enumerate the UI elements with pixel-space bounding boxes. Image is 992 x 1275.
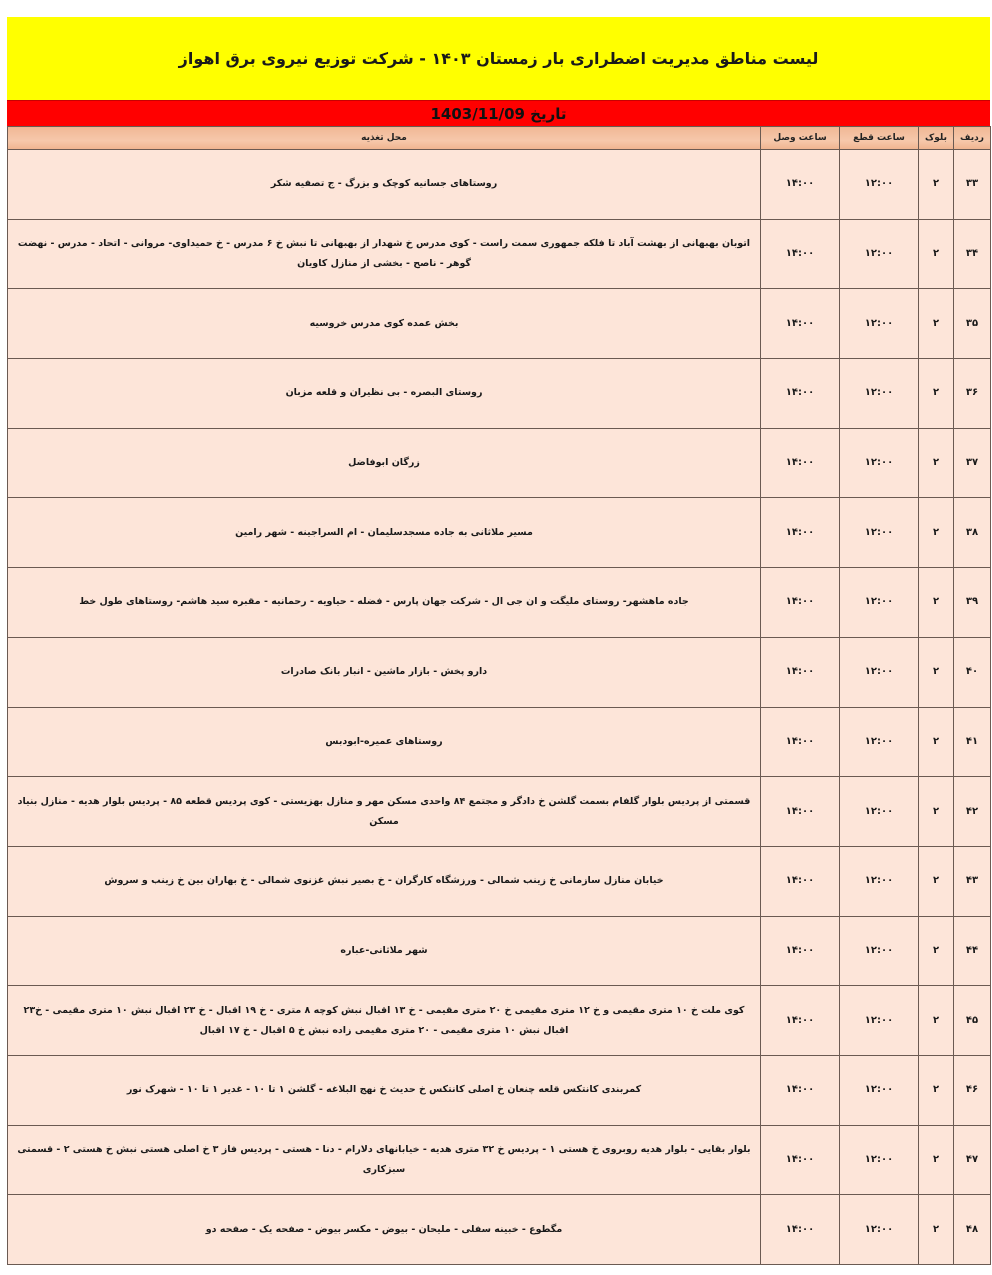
row-connect-time: ۱۴:۰۰ [761, 846, 840, 916]
row-block: ۲ [919, 568, 954, 638]
row-index: ۴۰ [954, 637, 991, 707]
row-block: ۲ [919, 1125, 954, 1195]
row-cut-time: ۱۲:۰۰ [840, 637, 919, 707]
row-location: مسیر ملاثانی به جاده مسجدسلیمان - ام السراجینه - شهر رامین [8, 498, 761, 568]
column-header-cut-time: ساعت قطع [840, 127, 919, 150]
table-row [8, 1055, 991, 1125]
row-connect-time: ۱۴:۰۰ [761, 986, 840, 1056]
table-row [8, 359, 991, 429]
row-index: ۴۲ [954, 777, 991, 847]
row-index: ۳۴ [954, 219, 991, 289]
row-connect-time: ۱۴:۰۰ [761, 916, 840, 986]
row-connect-time: ۱۴:۰۰ [761, 428, 840, 498]
table-row [8, 916, 991, 986]
row-block: ۲ [919, 846, 954, 916]
row-connect-time: ۱۴:۰۰ [761, 1055, 840, 1125]
row-location: زرگان ابوفاضل [8, 428, 761, 498]
table-row [8, 707, 991, 777]
row-block: ۲ [919, 1195, 954, 1265]
row-connect-time: ۱۴:۰۰ [761, 637, 840, 707]
table-header-row [8, 127, 991, 150]
row-cut-time: ۱۲:۰۰ [840, 359, 919, 429]
outage-table [7, 126, 991, 1265]
row-connect-time: ۱۴:۰۰ [761, 568, 840, 638]
row-cut-time: ۱۲:۰۰ [840, 846, 919, 916]
row-block: ۲ [919, 777, 954, 847]
row-location: مگطوع - خبینه سفلی - ملیحان - بیوض - مکسر بیوض - صفحه یک - صفحه دو [8, 1195, 761, 1265]
row-index: ۳۵ [954, 289, 991, 359]
row-location: کوی ملت خ ۱۰ متری مقیمی و خ ۱۲ متری مقیمی خ ۲۰ متری مقیمی - خ ۱۳ اقبال نبش کوچه ۸ متری - خ ۱۹ اقبال - خ ۲۳ اقبال نبش ۱۰ متری مقیمی - خ۲۳ اقبال نبش ۱۰ متری مقیمی - ۲۰ متری مقیمی زاده نبش خ ۵ اقبال - خ ۱۷ اقبال [8, 986, 761, 1056]
table-row [8, 428, 991, 498]
row-block: ۲ [919, 707, 954, 777]
row-block: ۲ [919, 150, 954, 220]
table-body [8, 150, 991, 1265]
row-index: ۴۴ [954, 916, 991, 986]
row-cut-time: ۱۲:۰۰ [840, 1125, 919, 1195]
row-cut-time: ۱۲:۰۰ [840, 707, 919, 777]
row-connect-time: ۱۴:۰۰ [761, 219, 840, 289]
column-header-block: بلوک [919, 127, 954, 150]
date-banner [7, 100, 990, 126]
row-location: اتوبان بهبهانی از بهشت آباد تا فلکه جمهوری سمت راست - کوی مدرس خ شهدار از بهبهانی تا نبش خ ۶ مدرس - خ حمیداوی- مروانی - اتحاد - مدرس - نهضت گوهر - ناصح - بخشی از منازل کاویان [8, 219, 761, 289]
row-location: کمربندی کانتکس قلعه چنعان خ اصلی کانتکس خ حدیث خ نهج البلاغه - گلشن ۱ تا ۱۰ - غدیر ۱ تا ۱۰ - شهرک نور [8, 1055, 761, 1125]
row-location: دارو پخش - بازار ماشین - انبار بانک صادرات [8, 637, 761, 707]
row-index: ۳۸ [954, 498, 991, 568]
table-row [8, 1195, 991, 1265]
table-row [8, 986, 991, 1056]
row-connect-time: ۱۴:۰۰ [761, 1195, 840, 1265]
row-location: قسمتی از پردیس بلوار گلفام بسمت گلشن خ دادگر و مجتمع ۸۴ واحدی مسکن مهر و منازل بهزیستی - کوی پردیس قطعه ۸۵ - پردیس بلوار هدیه - منازل بنیاد مسکن [8, 777, 761, 847]
row-index: ۴۶ [954, 1055, 991, 1125]
row-index: ۴۷ [954, 1125, 991, 1195]
row-cut-time: ۱۲:۰۰ [840, 1055, 919, 1125]
row-connect-time: ۱۴:۰۰ [761, 1125, 840, 1195]
table-row [8, 289, 991, 359]
table-row [8, 568, 991, 638]
row-cut-time: ۱۲:۰۰ [840, 428, 919, 498]
row-block: ۲ [919, 219, 954, 289]
row-index: ۳۳ [954, 150, 991, 220]
row-index: ۴۸ [954, 1195, 991, 1265]
row-location: جاده ماهشهر- روستای ملیگت و ان جی ال - شرکت جهان پارس - فضله - حیاویه - رحمانیه - مقبره سید هاشم- روستاهای طول خط [8, 568, 761, 638]
row-block: ۲ [919, 359, 954, 429]
table-row [8, 846, 991, 916]
row-cut-time: ۱۲:۰۰ [840, 568, 919, 638]
table-row [8, 777, 991, 847]
row-index: ۳۷ [954, 428, 991, 498]
row-block: ۲ [919, 428, 954, 498]
table-row [8, 1125, 991, 1195]
row-cut-time: ۱۲:۰۰ [840, 498, 919, 568]
column-header-location: محل تغذیه [8, 127, 761, 150]
column-header-index: ردیف [954, 127, 991, 150]
row-block: ۲ [919, 1055, 954, 1125]
outage-schedule-sheet [7, 17, 990, 1265]
title-banner [7, 17, 990, 100]
row-location: شهر ملاثانی-عباره [8, 916, 761, 986]
row-connect-time: ۱۴:۰۰ [761, 777, 840, 847]
row-index: ۴۵ [954, 986, 991, 1056]
row-location: روستاهای عمیره-ابودبس [8, 707, 761, 777]
table-row [8, 150, 991, 220]
row-block: ۲ [919, 637, 954, 707]
row-cut-time: ۱۲:۰۰ [840, 150, 919, 220]
row-index: ۳۶ [954, 359, 991, 429]
row-connect-time: ۱۴:۰۰ [761, 359, 840, 429]
row-location: روستاهای جسانیه کوچک و بزرگ - ج تصفیه شکر [8, 150, 761, 220]
row-location: بلوار بقایی - بلوار هدیه روبروی خ هستی ۱ - پردیس خ ۳۲ متری هدیه - خیابانهای دلارام - دنا - هستی - پردیس فاز ۳ خ اصلی هستی نبش خ هستی ۲ - قسمتی سبزکاری [8, 1125, 761, 1195]
row-connect-time: ۱۴:۰۰ [761, 289, 840, 359]
schedule-date: تاریخ 1403/11/09 [430, 104, 567, 123]
row-cut-time: ۱۲:۰۰ [840, 1195, 919, 1265]
row-cut-time: ۱۲:۰۰ [840, 986, 919, 1056]
row-cut-time: ۱۲:۰۰ [840, 777, 919, 847]
table-row [8, 219, 991, 289]
table-row [8, 498, 991, 568]
page-title: لیست مناطق مدیریت اضطراری بار زمستان ۱۴۰۳ - شرکت توزیع نیروی برق اهواز [178, 49, 819, 68]
row-index: ۴۳ [954, 846, 991, 916]
row-index: ۴۱ [954, 707, 991, 777]
row-location: خیابان منازل سازمانی خ زینب شمالی - ورزشگاه کارگران - خ بصیر نبش غزنوی شمالی - خ بهاران بین خ زینب و سروش [8, 846, 761, 916]
row-index: ۳۹ [954, 568, 991, 638]
column-header-connect-time: ساعت وصل [761, 127, 840, 150]
table-row [8, 637, 991, 707]
row-cut-time: ۱۲:۰۰ [840, 289, 919, 359]
row-block: ۲ [919, 986, 954, 1056]
row-location: روستای البصره - بی نظیران و قلعه مزبان [8, 359, 761, 429]
row-connect-time: ۱۴:۰۰ [761, 707, 840, 777]
row-location: بخش عمده کوی مدرس خروسیه [8, 289, 761, 359]
row-connect-time: ۱۴:۰۰ [761, 150, 840, 220]
row-cut-time: ۱۲:۰۰ [840, 219, 919, 289]
row-connect-time: ۱۴:۰۰ [761, 498, 840, 568]
row-block: ۲ [919, 916, 954, 986]
row-cut-time: ۱۲:۰۰ [840, 916, 919, 986]
row-block: ۲ [919, 289, 954, 359]
row-block: ۲ [919, 498, 954, 568]
